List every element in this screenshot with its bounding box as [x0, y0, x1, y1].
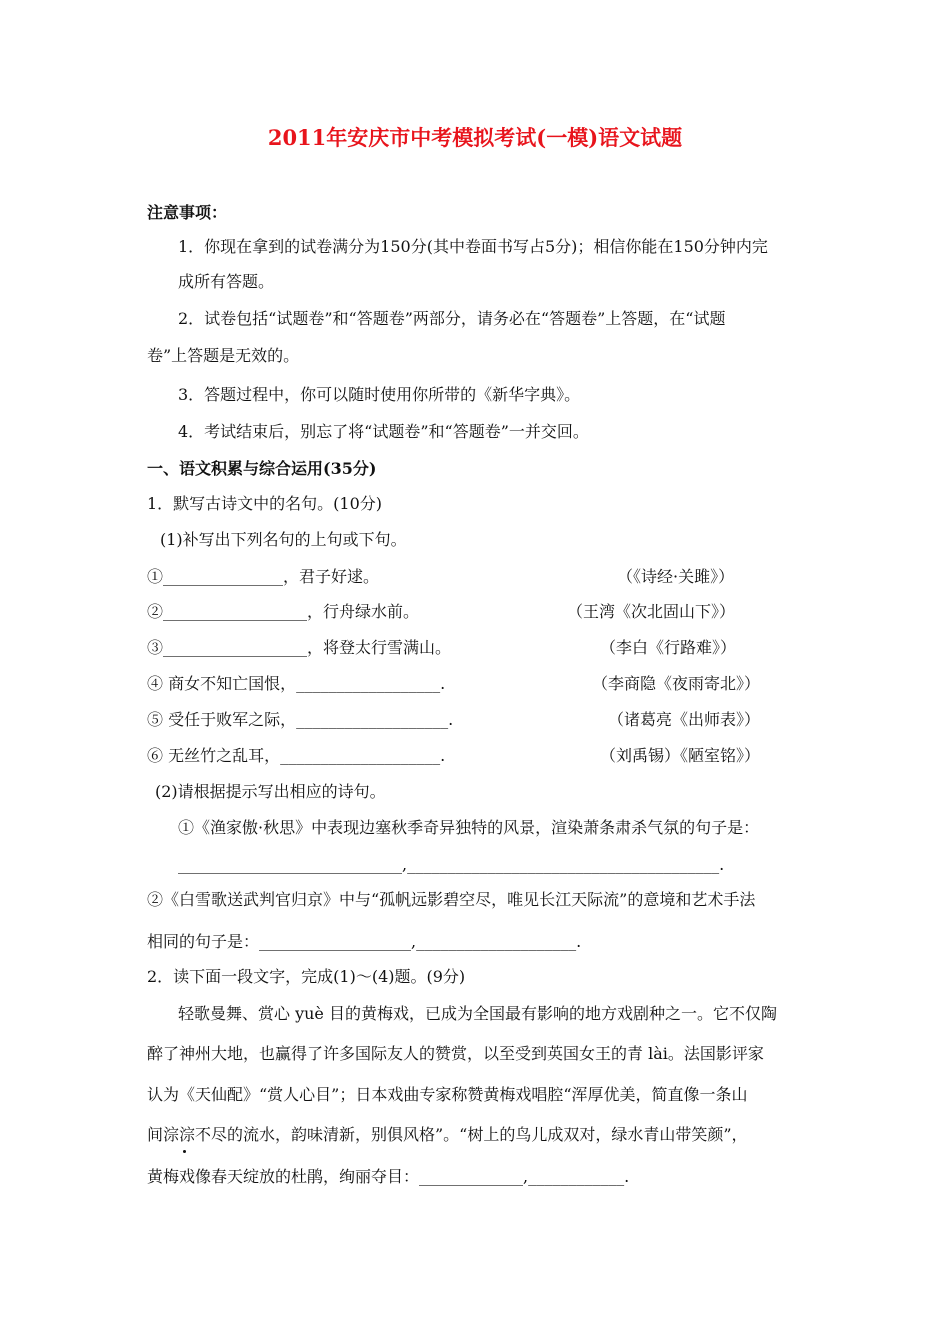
q2-stem: 2．读下面一段文字，完成(1)～(4)题。(9分) — [147, 967, 466, 986]
emphasis-dot — [183, 1150, 186, 1153]
note-item-1-cont: 成所有答题。 — [178, 272, 275, 291]
q1-line-1: ①_______________，君子好逑。 — [147, 567, 380, 586]
q1-line-1-source: （《诗经·关雎》） — [617, 567, 735, 586]
q1-line-2-source: （王湾《次北固山下》） — [567, 602, 736, 621]
q1-line-5: ⑤ 受任于败军之际，___________________. — [147, 710, 454, 729]
q1-line-2: ②__________________，行舟绿水前。 — [147, 602, 420, 621]
q1-sub2-b-line2: 相同的句子是：___________________,____________________. — [147, 932, 582, 951]
q1-sub2: (2)请根据提示写出相应的诗句。 — [155, 782, 386, 801]
q1-sub2-b-line1: ②《白雪歌送武判官归京》中与“孤帆远影碧空尽，唯见长江天际流”的意境和艺术手法 — [147, 890, 756, 909]
note-item-2-cont: 卷”上答题是无效的。 — [147, 346, 300, 365]
q1-sub2-a-blank: ____________________________,_______________________________________. — [178, 855, 725, 874]
q1-stem: 1．默写古诗文中的名句。(10分) — [147, 494, 383, 513]
q2-para-line-5: 黄梅戏像春天绽放的杜鹃，绚丽夺目：_____________,____________. — [147, 1167, 630, 1186]
q1-line-3-source: （李白《行路难》） — [600, 638, 737, 657]
notes-heading: 注意事项： — [147, 203, 228, 222]
q2-para-line-2: 醉了神州大地，也赢得了许多国际友人的赞赏，以至受到英国女王的青 lài。法国影评家 — [147, 1044, 764, 1063]
note-item-4: 4．考试结束后，别忘了将“试题卷”和“答题卷”一并交回。 — [178, 422, 589, 441]
q2-para-line-4: 间淙淙不尽的流水，韵味清新，别俱风格”。“树上的鸟儿成双对，绿水青山带笑颜”， — [147, 1125, 748, 1144]
note-item-3: 3．答题过程中，你可以随时使用你所带的《新华字典》。 — [178, 385, 581, 404]
note-item-1: 1．你现在拿到的试卷满分为150分(其中卷面书写占5分)；相信你能在150分钟内完 — [178, 237, 768, 256]
q1-line-6: ⑥ 无丝竹之乱耳，____________________. — [147, 746, 446, 765]
section1-heading: 一、语文积累与综合运用(35分) — [147, 459, 377, 478]
note-item-2: 2．试卷包括“试题卷”和“答题卷”两部分，请务必在“答题卷”上答题，在“试题 — [178, 309, 726, 328]
q1-line-4: ④ 商女不知亡国恨，__________________. — [147, 674, 446, 693]
q1-line-4-source: （李商隐《夜雨寄北》） — [592, 674, 761, 693]
q1-sub2-a: ①《渔家傲·秋思》中表现边塞秋季奇异独特的风景，渲染萧条肃杀气氛的句子是： — [178, 818, 760, 837]
q2-para-line-3: 认为《天仙配》“赏人心目”；日本戏曲专家称赞黄梅戏唱腔“浑厚优美，简直像一条山 — [147, 1085, 748, 1104]
q1-line-5-source: （诸葛亮《出师表》） — [608, 710, 761, 729]
q1-line-6-source: （刘禹锡）《陋室铭》） — [600, 746, 761, 765]
q2-para-line-1: 轻歌曼舞、赏心 yuè 目的黄梅戏，已成为全国最有影响的地方戏剧种之一。它不仅陶 — [178, 1004, 777, 1023]
exam-title: 2011年安庆市中考模拟考试(一模)语文试题 — [267, 125, 683, 150]
q1-line-3: ③__________________，将登太行雪满山。 — [147, 638, 452, 657]
q1-sub1: (1)补写出下列名句的上句或下句。 — [160, 530, 407, 549]
